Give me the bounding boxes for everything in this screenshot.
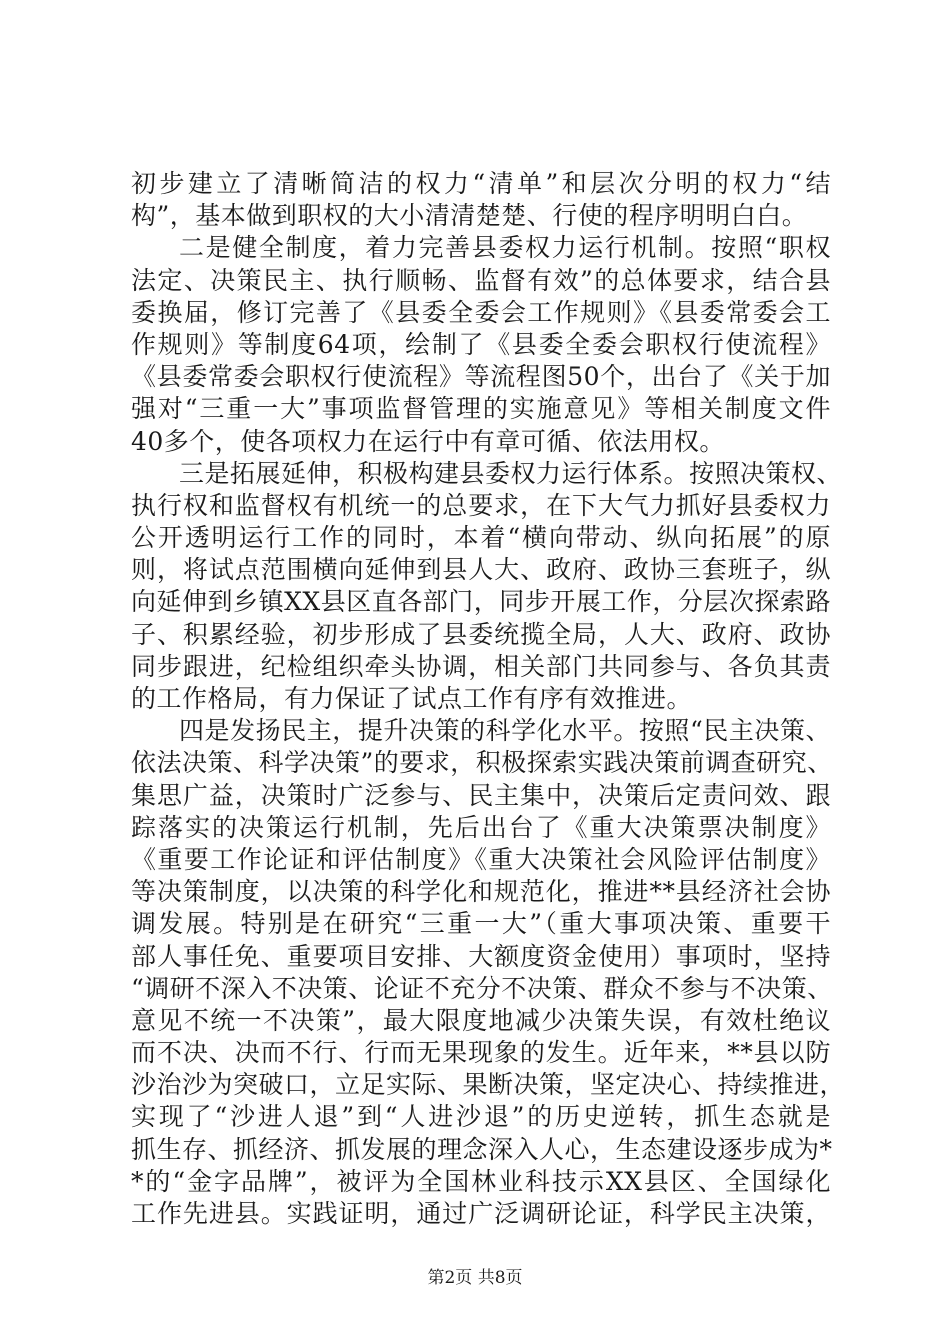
text-line: 集思广益，决策时广泛参与、民主集中，决策后定责问效、跟 <box>131 780 831 810</box>
text-line: 部人事任免、重要项目安排、大额度资金使用）事项时，坚持 <box>131 941 831 971</box>
text-line: 抓生存、抓经济、抓发展的理念深入人心，生态建设逐步成为* <box>131 1134 833 1164</box>
text-line: 等决策制度，以决策的科学化和规范化，推进**县经济社会协 <box>131 877 831 907</box>
page-footer: 第2页 共8页 <box>427 1268 523 1288</box>
text-line: 构”，基本做到职权的大小清清楚楚、行使的程序明明白白。 <box>131 201 808 231</box>
text-line: 实现了“沙进人退”到“人进沙退”的历史逆转，抓生态就是 <box>131 1102 831 1132</box>
text-line: 作规则》等制度64项，绘制了《县委全委会职权行使流程》 <box>131 329 831 359</box>
text-line: 则，将试点范围横向延伸到县人大、政府、政协三套班子，纵 <box>131 555 831 585</box>
text-line: 而不决、决而不行、行而无果现象的发生。近年来，**县以防 <box>131 1038 831 1068</box>
text-line: 法定、决策民主、执行顺畅、监督有效”的总体要求，结合县 <box>131 265 831 295</box>
text-line: 公开透明运行工作的同时，本着“横向带动、纵向拓展”的原 <box>131 523 831 553</box>
text-line: 的工作格局，有力保证了试点工作有序有效推进。 <box>131 684 693 713</box>
text-line: 工作先进县。实践证明，通过广泛调研论证，科学民主决策， <box>131 1199 831 1228</box>
text-line: 四是发扬民主，提升决策的科学化水平。按照“民主决策、 <box>179 716 831 746</box>
text-line: 向延伸到乡镇XX县区直各部门，同步开展工作，分层次探索路 <box>131 587 831 617</box>
document-body <box>131 168 846 1230</box>
text-line: 子、积累经验，初步形成了县委统揽全局，人大、政府、政协 <box>131 619 831 649</box>
text-line: 调发展。特别是在研究“三重一大”（重大事项决策、重要干 <box>131 909 831 939</box>
text-line: 40多个，使各项权力在运行中有章可循、依法用权。 <box>131 426 725 456</box>
text-line: *的“金字品牌”，被评为全国林业科技示XX县区、全国绿化 <box>131 1166 831 1196</box>
text-line: 初步建立了清晰简洁的权力“清单”和层次分明的权力“结 <box>131 169 831 198</box>
text-line: “调研不深入不决策、论证不充分不决策、群众不参与不决策、 <box>131 973 833 1003</box>
text-line: 依法决策、科学决策”的要求，积极探索实践决策前调查研究、 <box>131 748 833 778</box>
text-line: 强对“三重一大”事项监督管理的实施意见》等相关制度文件 <box>131 394 831 424</box>
text-line: 沙治沙为突破口，立足实际、果断决策，坚定决心、持续推进， <box>131 1070 846 1100</box>
text-line: 委换届，修订完善了《县委全委会工作规则》《县委常委会工 <box>131 297 831 327</box>
text-line: 《县委常委会职权行使流程》等流程图50个，出台了《关于加 <box>131 362 831 392</box>
text-line: 执行权和监督权有机统一的总要求，在下大气力抓好县委权力 <box>131 490 831 520</box>
text-line: 踪落实的决策运行机制，先后出台了《重大决策票决制度》 <box>131 812 831 842</box>
text-line: 《重要工作论证和评估制度》《重大决策社会风险评估制度》 <box>131 844 831 874</box>
text-line: 三是拓展延伸，积极构建县委权力运行体系。按照决策权、 <box>179 458 843 488</box>
text-line: 同步跟进，纪检组织牵头协调，相关部门共同参与、各负其责 <box>131 651 831 681</box>
text-line: 二是健全制度，着力完善县委权力运行机制。按照“职权 <box>179 233 831 263</box>
text-line: 意见不统一不决策”，最大限度地减少决策失误，有效杜绝议 <box>131 1005 831 1035</box>
